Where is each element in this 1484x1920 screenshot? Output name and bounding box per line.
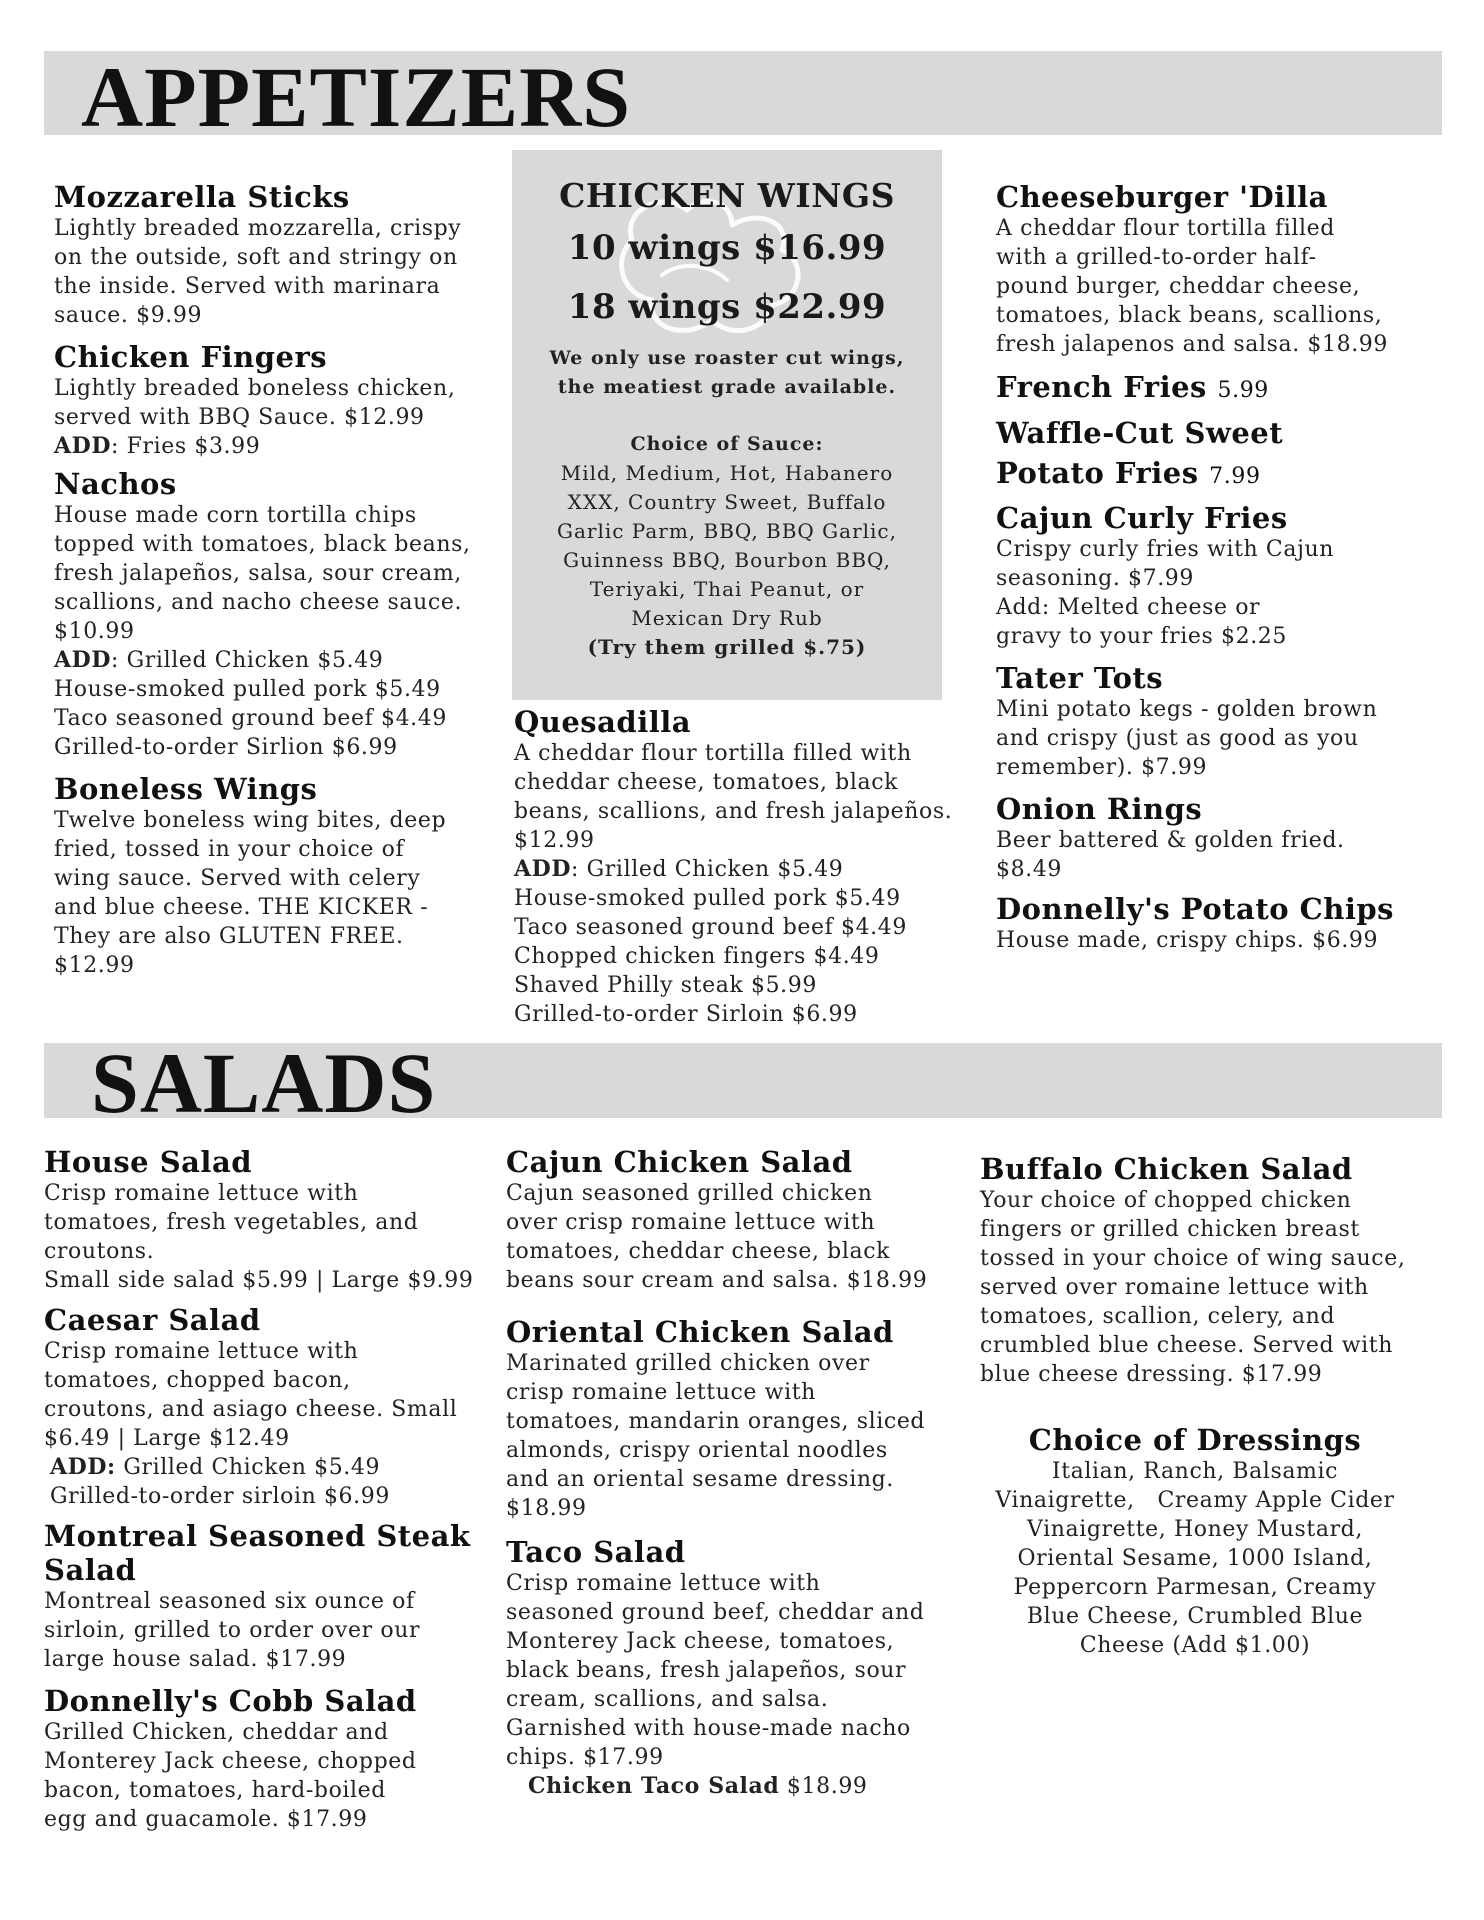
appetizers-right-column: [996, 180, 1436, 955]
desc-line: Crisp romaine lettuce with: [506, 1571, 821, 1596]
item-title-cobb-salad: Donnelly's Cobb Salad: [44, 1684, 417, 1718]
desc-line: $8.49: [996, 857, 1062, 882]
item-desc-cheeseburger-dilla: [996, 214, 1436, 359]
add-on-line: Taco seasoned ground beef $4.49: [514, 915, 907, 940]
desc-line: and blue cheese. THE KICKER -: [54, 895, 429, 920]
desc-line: $10.99: [54, 619, 135, 644]
desc-line: fresh jalapeños, salsa, sour cream,: [54, 561, 462, 586]
desc-line: sauce. $9.99: [54, 303, 203, 328]
add-on-line: Grilled-to-order Sirlion $6.99: [54, 735, 398, 760]
sauce-line: Mexican Dry Rub: [631, 606, 823, 630]
desc-line: tossed in your choice of wing sauce,: [980, 1246, 1406, 1271]
chicken-taco-label: Chicken Taco Salad: [528, 1773, 780, 1799]
desc-line: $12.99: [514, 828, 595, 853]
desc-line: Crisp romaine lettuce with: [44, 1181, 359, 1206]
item-title-tater-tots: Tater Tots: [996, 661, 1164, 695]
desc-line: $18.99: [506, 1496, 587, 1521]
item-desc-cobb-salad: [44, 1718, 494, 1834]
wings-price-10: 10 wings $16.99: [567, 228, 887, 268]
item-desc-house-salad: [44, 1179, 494, 1295]
item-title-chicken-fingers: Chicken Fingers: [54, 340, 328, 374]
appetizers-left-column: [54, 180, 494, 980]
item-title-cajun-curly-fries: Cajun Curly Fries: [996, 501, 1288, 535]
sauce-line: Garlic Parm, BBQ, BBQ Garlic,: [556, 519, 897, 543]
salads-left-column: [44, 1145, 494, 1834]
desc-line: fingers or grilled chicken breast: [980, 1217, 1360, 1242]
item-title-cheeseburger-dilla: Cheeseburger 'Dilla: [996, 180, 1328, 214]
desc-line: over crisp romaine lettuce with: [506, 1210, 876, 1235]
desc-line: blue cheese dressing. $17.99: [980, 1362, 1323, 1387]
desc-line: cream, scallions, and salsa.: [506, 1687, 829, 1712]
item-title-mozzarella-sticks: Mozzarella Sticks: [54, 180, 350, 214]
salads-header-band: [44, 1035, 1442, 1131]
item-desc-tater-tots: [996, 695, 1436, 782]
desc-line: seasoned ground beef, cheddar and: [506, 1600, 925, 1625]
add-label: ADD: [514, 856, 572, 882]
desc-line: House made corn tortilla chips: [54, 503, 417, 528]
desc-line: Montreal seasoned six ounce of: [44, 1589, 415, 1614]
desc-line: $12.99: [54, 953, 135, 978]
desc-line: Vinaigrette, Honey Mustard,: [1027, 1517, 1363, 1542]
item-desc-potato-chips: [996, 926, 1436, 955]
item-title-oriental-chicken-salad: Oriental Chicken Salad: [506, 1315, 894, 1349]
sauce-line: Guinness BBQ, Bourbon BBQ,: [563, 548, 891, 572]
desc-line: large house salad. $17.99: [44, 1647, 347, 1672]
item-title-montreal-salad-2: Salad: [44, 1553, 137, 1587]
desc-line: fried, tossed in your choice of: [54, 837, 405, 862]
appetizers-heading: APPETIZERS: [81, 49, 632, 145]
desc-line: with a grilled-to-order half-: [996, 245, 1317, 270]
desc-line: pound burger, cheddar cheese,: [996, 274, 1361, 299]
item-desc-buffalo-chicken-salad: [980, 1186, 1430, 1389]
desc-line: tomatoes, chopped bacon,: [44, 1368, 351, 1393]
sauce-heading: Choice of Sauce:: [630, 433, 824, 455]
desc-line: House made, crispy chips. $6.99: [996, 928, 1379, 953]
add-on-line: [54, 432, 494, 461]
item-title-caesar-salad: Caesar Salad: [44, 1303, 261, 1337]
desc-line: A cheddar flour tortilla filled with: [514, 741, 912, 766]
desc-line: croutons, and asiago cheese. Small: [44, 1397, 458, 1422]
desc-line: on the outside, soft and stringy on: [54, 245, 458, 270]
wings-note-line: the meatiest grade available.: [557, 376, 897, 398]
desc-line: and crispy (just as good as you: [996, 726, 1359, 751]
dressings-title: Choice of Dressings: [1028, 1423, 1362, 1457]
desc-line: beans, scallions, and fresh jalapeños.: [514, 799, 953, 824]
desc-line: tomatoes, cheddar cheese, black: [506, 1239, 891, 1264]
wings-title: CHICKEN WINGS: [559, 176, 895, 215]
item-desc-cajun-chicken-salad: [506, 1179, 976, 1295]
item-desc-cajun-curly-fries: [996, 535, 1436, 651]
item-title-buffalo-chicken-salad: Buffalo Chicken Salad: [980, 1152, 1353, 1186]
add-on-line: House-smoked pulled pork $5.49: [54, 677, 441, 702]
item-title-house-salad: House Salad: [44, 1145, 253, 1179]
price-waffle-fries: 7.99: [1209, 464, 1261, 489]
sauce-line: Teriyaki, Thai Peanut, or: [589, 577, 865, 601]
appetizers-middle-column: [514, 705, 974, 1029]
add-on-line: [514, 855, 974, 884]
item-desc-chicken-fingers: [54, 374, 494, 461]
desc-line: croutons.: [44, 1239, 155, 1264]
desc-line: Cajun seasoned grilled chicken: [506, 1181, 873, 1206]
desc-line: served with BBQ Sauce. $12.99: [54, 405, 425, 430]
desc-line: tomatoes, mandarin oranges, sliced: [506, 1409, 926, 1434]
sauce-line: XXX, Country Sweet, Buffalo: [567, 490, 887, 514]
desc-line: Blue Cheese, Crumbled Blue: [1026, 1604, 1364, 1629]
chicken-taco-salad-line: [506, 1772, 976, 1801]
desc-line: Lightly breaded boneless chicken,: [54, 376, 456, 401]
item-desc-taco-salad: [506, 1569, 976, 1801]
desc-line: Crispy curly fries with Cajun: [996, 537, 1335, 562]
desc-line: Your choice of chopped chicken: [980, 1188, 1352, 1213]
desc-line: Monterey Jack cheese, chopped: [44, 1749, 417, 1774]
add-text: : Fries $3.99: [111, 434, 261, 459]
desc-line: Small side salad $5.99 | Large $9.99: [44, 1268, 474, 1293]
desc-line: They are also GLUTEN FREE.: [54, 924, 404, 949]
item-french-fries: [996, 367, 1436, 411]
desc-line: Peppercorn Parmesan, Creamy: [1013, 1575, 1377, 1600]
desc-line: $6.49 | Large $12.49: [44, 1426, 290, 1451]
chicken-wings-box: [512, 150, 942, 700]
add-on-line: [44, 1453, 494, 1482]
desc-line: Crisp romaine lettuce with: [44, 1339, 359, 1364]
add-on-line: Shaved Philly steak $5.99: [514, 973, 817, 998]
desc-line: remember). $7.99: [996, 755, 1208, 780]
item-title-potato-chips: Donnelly's Potato Chips: [996, 892, 1394, 926]
add-label: ADD:: [50, 1454, 116, 1480]
item-waffle-fries: [996, 453, 1436, 497]
item-title-boneless-wings: Boneless Wings: [54, 772, 318, 806]
item-title-taco-salad: Taco Salad: [506, 1535, 686, 1569]
desc-line: tomatoes, fresh vegetables, and: [44, 1210, 419, 1235]
desc-line: sirloin, grilled to order over our: [44, 1618, 421, 1643]
desc-line: Cheese (Add $1.00): [1079, 1633, 1311, 1658]
desc-line: Mini potato kegs - golden brown: [996, 697, 1378, 722]
item-desc-boneless-wings: [54, 806, 494, 980]
desc-line: the inside. Served with marinara: [54, 274, 441, 299]
dressings-block: [980, 1423, 1410, 1660]
desc-line: fresh jalapenos and salsa. $18.99: [996, 332, 1388, 357]
desc-line: Monterey Jack cheese, tomatoes,: [506, 1629, 895, 1654]
item-desc-mozzarella-sticks: [54, 214, 494, 330]
appetizers-header-band: [44, 49, 1442, 145]
desc-line: A cheddar flour tortilla filled: [996, 216, 1335, 241]
add-on-line: House-smoked pulled pork $5.49: [514, 886, 901, 911]
salads-middle-column: [506, 1145, 976, 1801]
item-desc-montreal-salad: [44, 1587, 494, 1674]
add-label: ADD: [54, 647, 112, 673]
desc-line: Vinaigrette, Creamy Apple Cider: [995, 1488, 1395, 1513]
dressings-list: [980, 1457, 1410, 1660]
desc-line: wing sauce. Served with celery: [54, 866, 421, 891]
grilled-note: (Try them grilled $.75): [587, 635, 867, 659]
desc-line: tomatoes, black beans, scallions,: [996, 303, 1383, 328]
salads-right-column: [980, 1152, 1430, 1660]
desc-line: Marinated grilled chicken over: [506, 1351, 870, 1376]
add-label: ADD: [54, 433, 112, 459]
desc-line: black beans, fresh jalapeños, sour: [506, 1658, 907, 1683]
desc-line: tomatoes, scallion, celery, and: [980, 1304, 1336, 1329]
desc-line: crisp romaine lettuce with: [506, 1380, 816, 1405]
item-desc-oriental-chicken-salad: [506, 1349, 976, 1523]
item-title-onion-rings: Onion Rings: [996, 792, 1203, 826]
add-text: Grilled Chicken $5.49: [115, 1455, 381, 1480]
salads-heading: SALADS: [91, 1035, 437, 1131]
desc-line: scallions, and nacho cheese sauce.: [54, 590, 463, 615]
add-on-line: Grilled-to-order Sirloin $6.99: [514, 1002, 858, 1027]
add-on-line: Taco seasoned ground beef $4.49: [54, 706, 447, 731]
item-title-french-fries: French Fries: [996, 370, 1207, 404]
desc-line: Garnished with house-made nacho: [506, 1716, 911, 1741]
item-title-nachos: Nachos: [54, 467, 177, 501]
desc-line: topped with tomatoes, black beans,: [54, 532, 471, 557]
item-title-waffle-fries-1: Waffle-Cut Sweet: [996, 416, 1284, 450]
desc-line: seasoning. $7.99: [996, 566, 1194, 591]
wings-price-18: 18 wings $22.99: [567, 287, 887, 327]
item-desc-nachos: [54, 501, 494, 762]
item-title-cajun-chicken-salad: Cajun Chicken Salad: [506, 1145, 853, 1179]
desc-line: Beer battered & golden fried.: [996, 828, 1345, 853]
desc-line: cheddar cheese, tomatoes, black: [514, 770, 899, 795]
item-desc-onion-rings: [996, 826, 1436, 884]
add-on-line: [54, 646, 494, 675]
desc-line: and an oriental sesame dressing.: [506, 1467, 894, 1492]
desc-line: Grilled Chicken, cheddar and: [44, 1720, 389, 1745]
add-on-line: Grilled-to-order sirloin $6.99: [50, 1484, 390, 1509]
desc-line: gravy to your fries $2.25: [996, 624, 1287, 649]
desc-line: Oriental Sesame, 1000 Island,: [1017, 1546, 1373, 1571]
desc-line: almonds, crispy oriental noodles: [506, 1438, 888, 1463]
desc-line: Italian, Ranch, Balsamic: [1051, 1459, 1339, 1484]
desc-line: served over romaine lettuce with: [980, 1275, 1369, 1300]
desc-line: Lightly breaded mozzarella, crispy: [54, 216, 462, 241]
item-desc-quesadilla: [514, 739, 974, 1029]
chicken-taco-price: $18.99: [779, 1774, 868, 1799]
desc-line: Add: Melted cheese or: [996, 595, 1261, 620]
add-text: : Grilled Chicken $5.49: [571, 857, 844, 882]
desc-line: crumbled blue cheese. Served with: [980, 1333, 1394, 1358]
desc-line: beans sour cream and salsa. $18.99: [506, 1268, 928, 1293]
desc-line: egg and guacamole. $17.99: [44, 1807, 368, 1832]
wings-note-line: We only use roaster cut wings,: [549, 347, 905, 369]
add-on-line: Chopped chicken fingers $4.49: [514, 944, 880, 969]
item-desc-caesar-salad: [44, 1337, 494, 1511]
desc-line: chips. $17.99: [506, 1745, 664, 1770]
sauce-line: Mild, Medium, Hot, Habanero: [560, 461, 894, 485]
desc-line: bacon, tomatoes, hard-boiled: [44, 1778, 386, 1803]
add-text: : Grilled Chicken $5.49: [111, 648, 384, 673]
item-title-quesadilla: Quesadilla: [514, 705, 692, 739]
item-title-montreal-salad-1: Montreal Seasoned Steak: [44, 1519, 471, 1553]
desc-line: Twelve boneless wing bites, deep: [54, 808, 447, 833]
price-french-fries: 5.99: [1217, 378, 1269, 403]
item-title-waffle-fries-2: Potato Fries: [996, 456, 1199, 490]
